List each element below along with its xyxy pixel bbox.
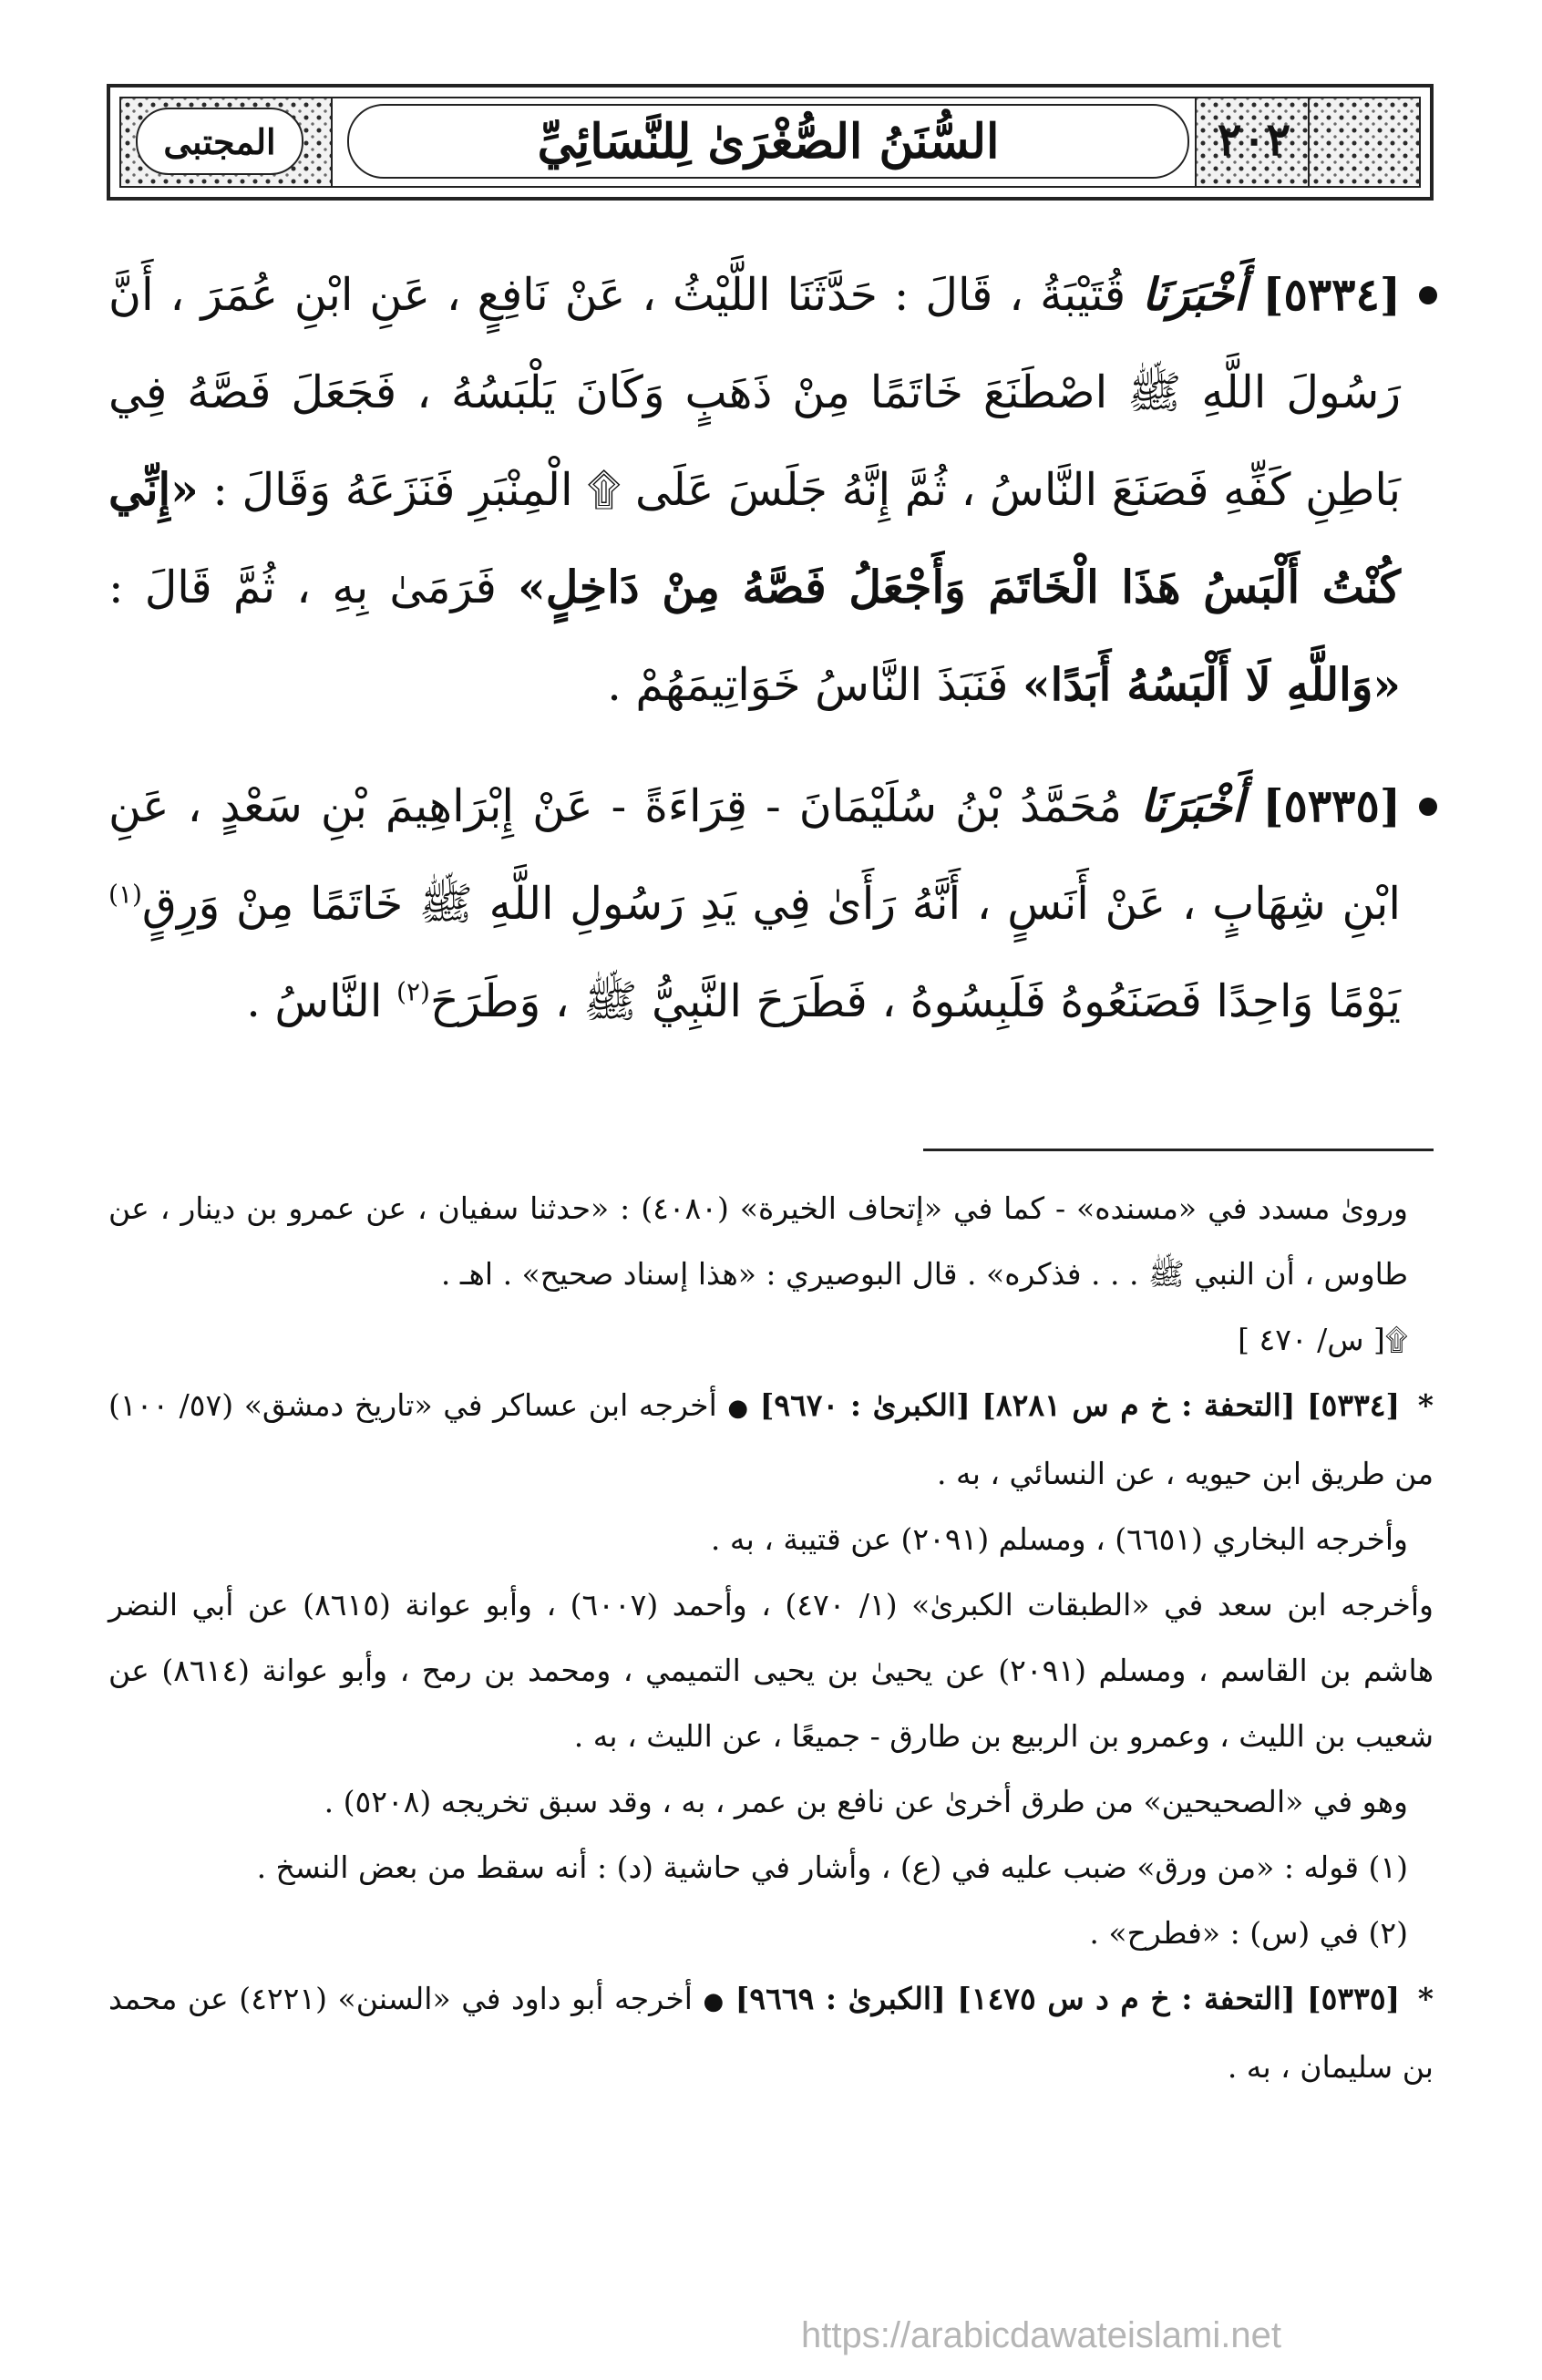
hadith-text: فَنَبَذَ النَّاسُ خَوَاتِيمَهُمْ . [608, 659, 1024, 711]
akhbarana: أَخْبَرَنَا [1143, 268, 1248, 321]
asterisk-icon: * [1418, 1387, 1435, 1423]
page-reference: ۩[ س/ ٤٧٠ ] [1239, 1322, 1409, 1357]
main-text [109, 246, 1434, 1074]
footnote-divider [924, 1149, 1434, 1151]
watermark-url: https://arabicdawateislami.net [802, 2315, 1282, 2355]
hadith-text: قُتَيْبَةُ ، قَالَ : حَدَّثَنَا اللَّيْثُ ، عَنْ نَافِعٍ ، عَنِ ابْنِ عُمَرَ ، أَنَّ رَسُولَ اللَّهِ ﷺ اصْطَنَعَ خَاتَمًا مِنْ ذَهَبٍ وَكَانَ يَلْبَسُهُ ، فَجَعَلَ فَصَّهُ فِي بَاطِنِ كَفِّهِ فَصَنَعَ النَّاسُ ، ثُمَّ إِنَّهُ جَلَسَ عَلَى ۩ الْمِنْبَرِ فَنَزَعَهُ وَقَالَ : [109, 269, 1402, 516]
bullet-icon: ● [728, 1395, 751, 1422]
footnotes [109, 1176, 1434, 2100]
hadith-text: النَّاسُ . [247, 975, 398, 1027]
asterisk-icon: * [1418, 1981, 1434, 2016]
hadith-number: [٥٣٣٤] [1263, 268, 1403, 321]
footnote-ref-2[interactable]: (٢) [397, 976, 431, 1007]
takhrij-line: وأخرجه البخاري (٦٦٥١) ، ومسلم (٢٠٩١) عن قتيبة ، به . [711, 1521, 1409, 1557]
hadith-text: فَرَمَىٰ بِهِ ، ثُمَّ قَالَ : [109, 562, 519, 613]
prophet-quote: «إِنِّي كُنْتُ أَلْبَسُ هَذَا الْخَاتَمَ وَأَجْعَلُ فَصَّهُ مِنْ دَاخِلٍ» [109, 463, 1402, 613]
hadith-text: يَوْمًا وَاحِدًا فَصَنَعُوهُ فَلَبِسُوهُ ، فَطَرَحَ النَّبِيُّ ﷺ ، وَطَرَحَ [430, 975, 1402, 1027]
footnote-ref-1[interactable]: (١) [109, 879, 143, 910]
running-title-cartouche [348, 104, 1190, 179]
takhrij-5335 [109, 1966, 1434, 2100]
hadith-number: [٥٣٣٥] [1263, 779, 1402, 832]
takhrij-code: [٥٣٣٤] [التحفة : خ م س ٨٢٨١] [الكبرىٰ : ٩٦٧٠] [760, 1387, 1402, 1423]
akhbarana: أَخْبَرَنَا [1141, 779, 1246, 832]
page-number: ٢٠٢ [1218, 111, 1292, 166]
bullet-icon [1420, 286, 1438, 304]
hadith-text: مُحَمَّدُ بْنُ سُلَيْمَانَ - قِرَاءَةً - عَنْ إِبْرَاهِيمَ بْنِ سَعْدٍ ، عَنِ ابْنِ شِهَابٍ ، عَنْ أَنَسٍ ، أَنَّهُ رَأَىٰ فِي يَدِ رَسُولِ اللَّهِ ﷺ خَاتَمًا مِنْ وَرِقٍ [109, 780, 1402, 930]
prophet-quote: «وَاللَّهِ لَا أَلْبَسُهُ أَبَدًا» [1023, 658, 1402, 711]
takhrij-code: [٥٣٣٥] [التحفة : خ م د س ١٤٧٥] [الكبرىٰ : ٩٦٦٩] [735, 1981, 1402, 2016]
running-title: السُّنَنُ الصُّغْرَىٰ لِلنَّسَائِيِّ [538, 113, 1001, 170]
footnote-continuation: وروىٰ مسدد في «مسنده» - كما في «إتحاف الخيرة» (٤٠٨٠) : «حدثنا سفيان ، عن عمرو بن دينار ، عن طاوس ، أن النبي ﷺ . . . فذكره» . قال البوصيري : «هذا إسناد صحيح» . اهـ . [109, 1190, 1409, 1292]
hadith-5334 [109, 246, 1434, 734]
footnote-1: (١) قوله : «من ورق» ضبب عليه في (ع) ، وأشار في حاشية (د) : أنه سقط من بعض النسخ . [257, 1849, 1409, 1885]
hadith-5335 [109, 757, 1434, 1050]
bullet-icon: ● [704, 1988, 726, 2015]
bullet-icon [1420, 798, 1438, 816]
takhrij-text: أخرجه ابن عساكر في «تاريخ دمشق» (٥٧/ ١٠٠) من طريق ابن حيويه ، عن النسائي ، به . [109, 1387, 1434, 1491]
takhrij-line: وأخرجه ابن سعد في «الطبقات الكبرىٰ» (١/ ٤٧٠) ، وأحمد (٦٠٠٧) ، وأبو عوانة (٨٦١٥) عن أبي النضر هاشم بن القاسم ، ومسلم (٢٠٩١) عن يحيىٰ بن يحيى التميمي ، ومحمد بن رمح ، وأبو عوانة (٨٦١٤) عن شعيب بن الليث ، وعمرو بن الربيع بن طارق - جميعًا ، عن الليث ، به . [109, 1587, 1435, 1754]
takhrij-line: وهو في «الصحيحين» من طرق أخرىٰ عن نافع بن عمر ، به ، وقد سبق تخريجه (٥٢٠٨) . [324, 1784, 1409, 1819]
takhrij-5334 [109, 1373, 1434, 1507]
book-name: المجتبى [137, 108, 304, 175]
header-ornament-right [1309, 97, 1422, 188]
takhrij-text: أخرجه أبو داود في «السنن» (٤٢٢١) عن محمد بن سليمان ، به . [109, 1981, 1434, 2085]
footnote-2: (٢) في (س) : «فطرح» . [1090, 1915, 1409, 1951]
